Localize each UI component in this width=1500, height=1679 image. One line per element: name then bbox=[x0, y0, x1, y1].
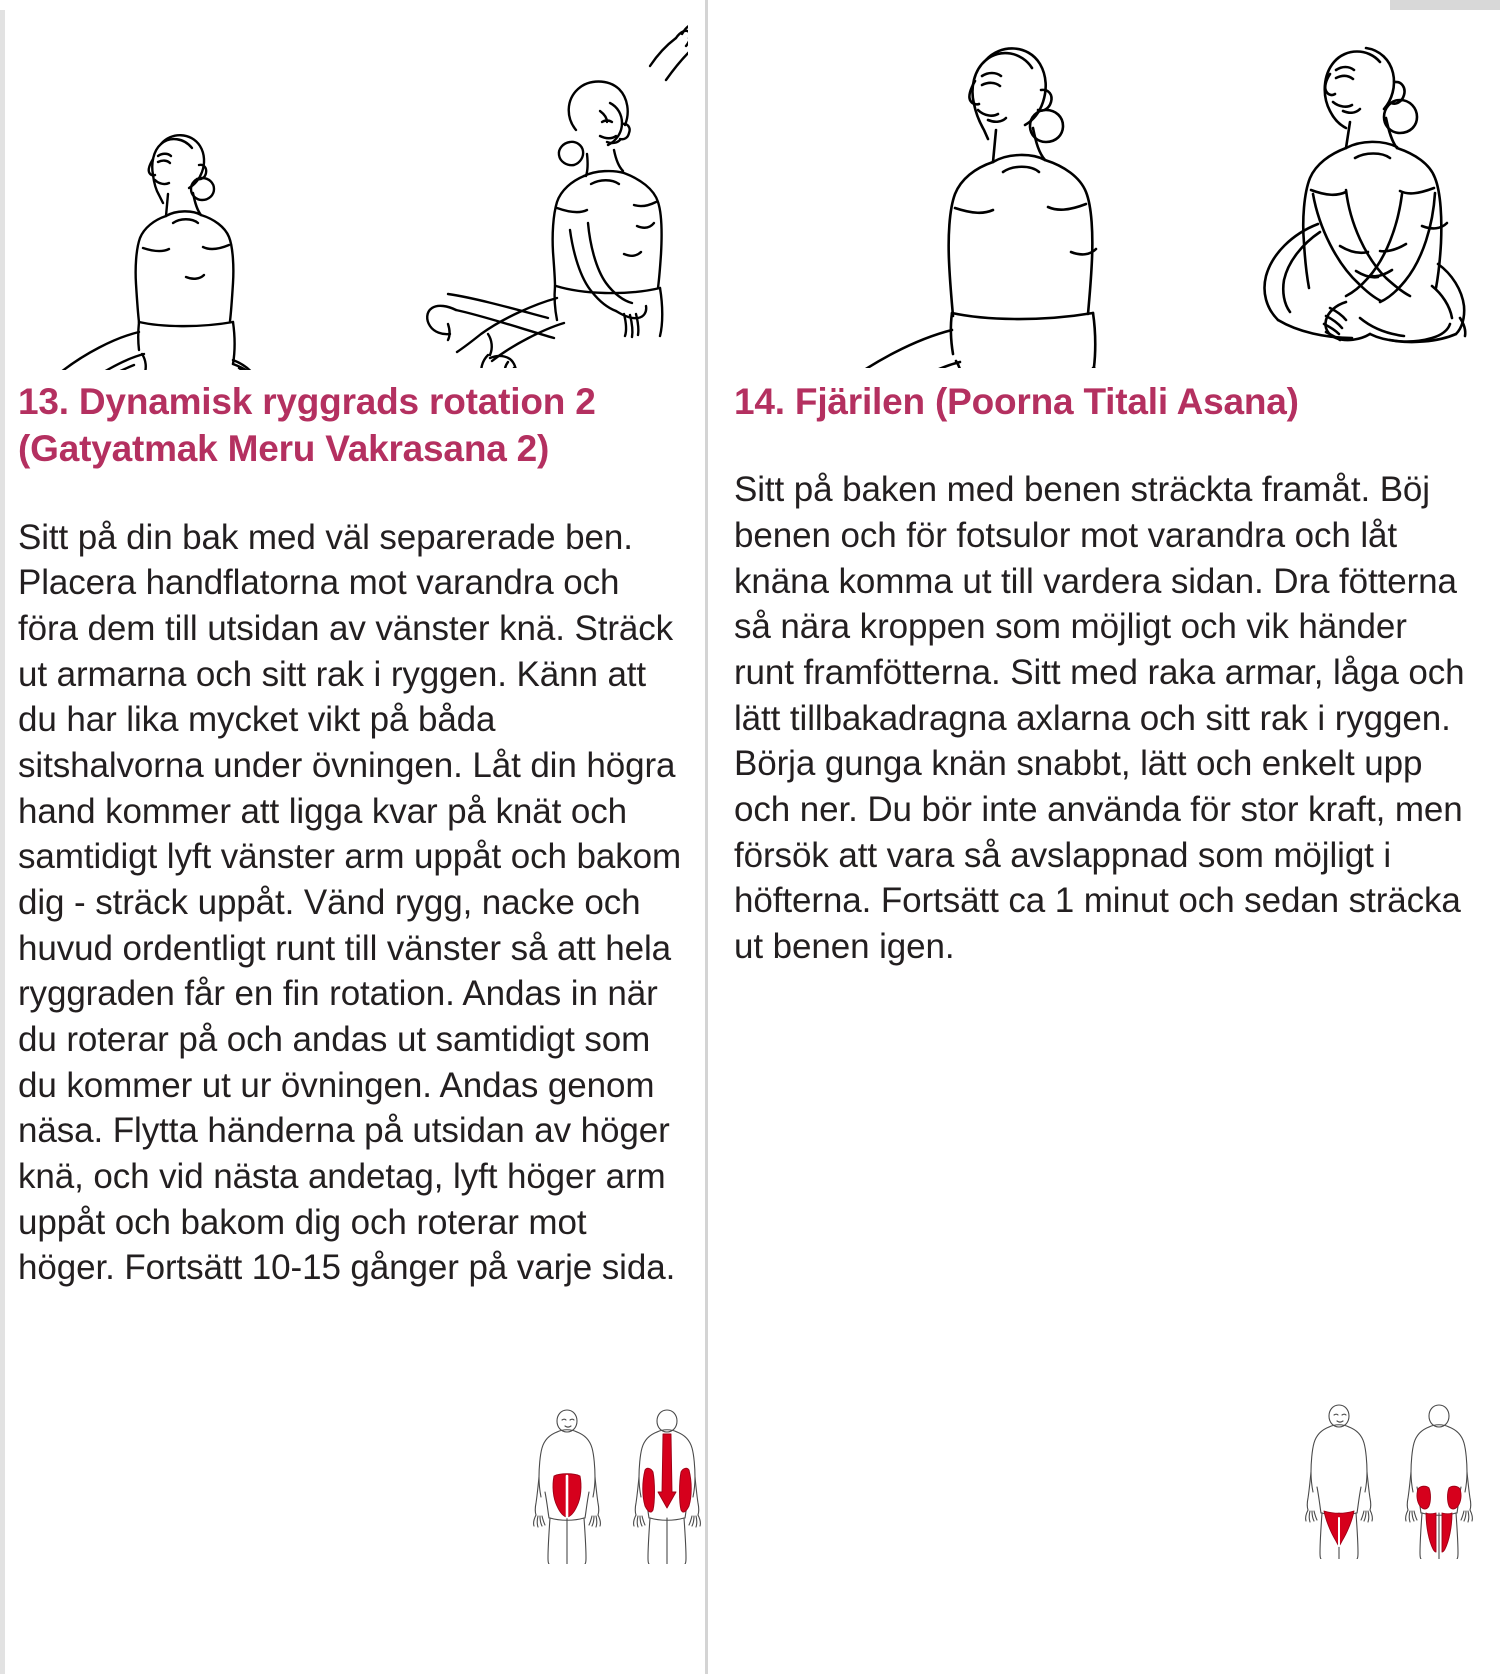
exercise-body-text-13: Sitt på din bak med väl separerade ben. Placera handflatorna mot varandra och föra dem till utsidan av vänster knä. Sträck ut armarna och sitt rak i ryggen. Känn att du har lika mycket vikt på båda sitshalvorna under övningen. Låt din högra hand kommer att ligga kvar på knät och samtidigt lyft vänster arm uppåt och bakom dig - sträck uppåt. Vänd rygg, nacke och huvud ordentligt runt till vänster så att hela ryggraden får en fin rotation. Andas in när du roterar på och andas ut samtidigt som du kommer ut ur övningen. Andas genom näsa. Flytta händerna på utsidan av höger knä, och vid nästa andetag, lyft höger arm uppåt och bakom dig och roterar mot höger. Fortsätt 10-15 gånger på varje sida. bbox=[18, 517, 682, 1288]
exercise-body-14 bbox=[734, 467, 1476, 969]
muscle-diagram-group-14 bbox=[1300, 1401, 1478, 1559]
muscle-diagram-front-abdominals bbox=[528, 1406, 606, 1564]
exercise-column-14 bbox=[705, 0, 1500, 1679]
seated-twist-arm-raised-figure bbox=[348, 18, 688, 368]
exercise-column-13 bbox=[0, 0, 705, 1679]
seated-legs-extended-figure bbox=[10, 110, 310, 370]
muscle-diagram-back-adductors-glutes bbox=[1400, 1401, 1478, 1559]
page-bottom-edge bbox=[0, 1674, 1500, 1679]
exercise-heading-14: 14. Fjärilen (Poorna Titali Asana) bbox=[734, 381, 1299, 422]
muscle-diagram-back-erector-spinae bbox=[628, 1406, 706, 1564]
figure-strip-14 bbox=[734, 0, 1476, 372]
muscle-diagram-group-13 bbox=[528, 1406, 706, 1564]
seated-legs-extended-figure bbox=[744, 8, 1104, 368]
exercise-body-13 bbox=[18, 515, 683, 1291]
butterfly-pose-figure bbox=[1170, 18, 1470, 358]
exercise-heading-13: 13. Dynamisk ryggrads rotation 2 (Gatyatmak Meru Vakrasana 2) bbox=[18, 381, 596, 470]
muscle-diagram-front-adductors bbox=[1300, 1401, 1378, 1559]
exercise-body-text-14: Sitt på baken med benen sträckta framåt. Böj benen och för fotsulor mot varandra och låt knäna komma ut till vardera sidan. Dra fötterna så nära kroppen som möjligt och vik händer runt framfötterna. Sitt med raka armar, låga och lätt tillbakadragna axlarna och sitt rak i ryggen. Börja gunga knän snabbt, lätt och enkelt upp och ner. Du bör inte använda för stor kraft, men försök att vara så avslappnad som möjligt i höfterna. Fortsätt ca 1 minut och sedan sträcka ut benen igen. bbox=[734, 470, 1465, 967]
figure-strip-13 bbox=[18, 0, 683, 372]
